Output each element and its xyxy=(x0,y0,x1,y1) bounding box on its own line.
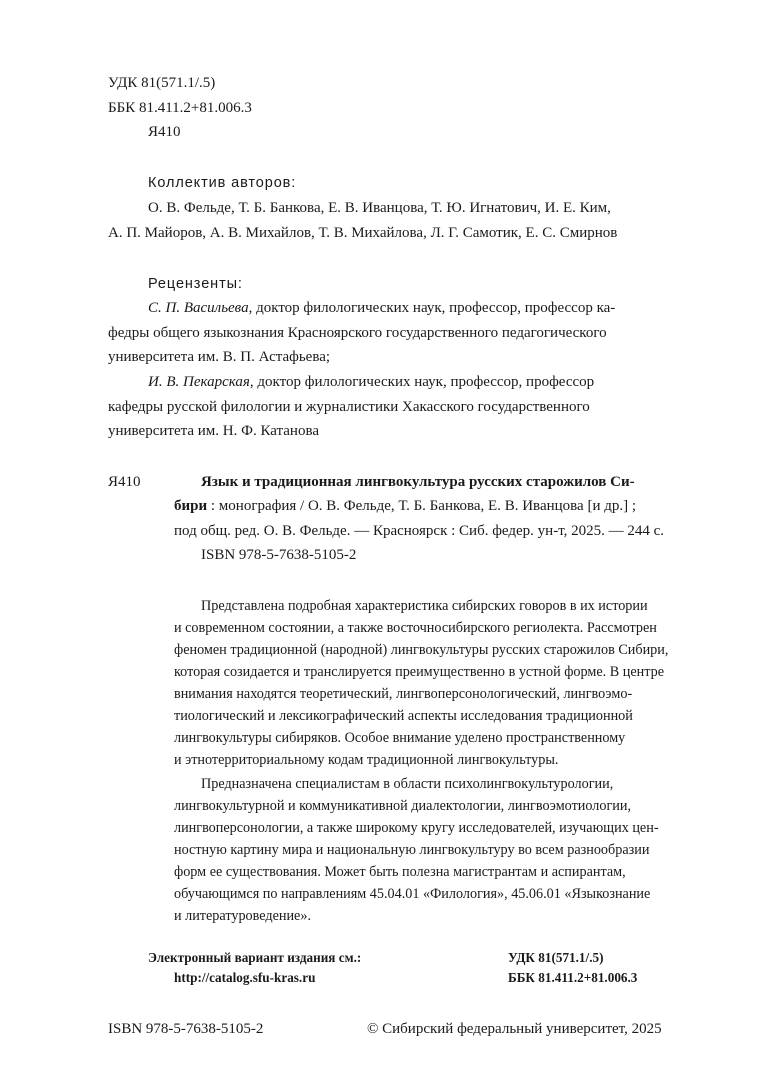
abstract-p2-line: форм ее существования. Может быть полезна магистрантам и аспирантам, xyxy=(174,864,626,880)
abstract-p1-line: и этнотерриториальному кодам традиционной лингвокультуры. xyxy=(174,752,559,768)
catalog-url-link[interactable]: http://catalog.sfu-kras.ru xyxy=(174,970,316,985)
authors-line-2: А. П. Майоров, А. В. Михайлов, Т. В. Михайлова, Л. Г. Самотик, Е. С. Смирнов xyxy=(108,225,618,241)
reviewer-2-line-2: кафедры русской филологии и журналистики Хакасского государственного xyxy=(108,399,590,415)
authors-line-1: О. В. Фельде, Т. Б. Банкова, Е. В. Иванцова, Т. Ю. Игнатович, И. Е. Ким, xyxy=(148,200,611,216)
abstract-p2-line: Предназначена специалистам в области психолингвокультурологии, xyxy=(201,776,614,792)
udk-code: УДК 81(571.1/.5) xyxy=(108,75,216,91)
catalog-line-2: бири : монография / О. В. Фельде, Т. Б. Банкова, Е. В. Иванцова [и др.] ; xyxy=(174,498,637,514)
abstract-p2-line: и литературоведение». xyxy=(174,908,311,924)
reviewer-1-line-1: С. П. Васильева, доктор филологических наук, профессор, профессор ка- xyxy=(148,300,616,316)
author-mark: Я410 xyxy=(148,124,181,140)
abstract-p2-line: лингвокультурной и коммуникативной диалектологии, лингвоэмотиологии, xyxy=(174,798,632,814)
abstract-p1-line: лингвокультуры сибиряков. Особое внимание уделено пространственному xyxy=(174,730,626,746)
abstract-p1-line: и современном состоянии, а также восточносибирского региолекта. Рассмотрен xyxy=(174,620,657,636)
catalog-isbn: ISBN 978-5-7638-5105-2 xyxy=(201,547,357,563)
reviewers-heading: Рецензенты: xyxy=(148,276,243,292)
authors-heading: Коллектив авторов: xyxy=(148,175,297,191)
book-title-line-1: Язык и традиционная лингвокультура русских старожилов Си- xyxy=(201,474,635,490)
abstract-p1-line: тиологический и лексикографический аспекты исследования традиционной xyxy=(174,708,633,724)
electronic-version-label: Электронный вариант издания см.: xyxy=(148,950,362,965)
abstract-p1-line: Представлена подробная характеристика сибирских говоров в их истории xyxy=(201,598,648,614)
abstract-p1-line: внимания находятся теоретический, лингвоперсонологический, лингвоэмо- xyxy=(174,686,633,702)
book-title-line-2: бири xyxy=(174,498,208,514)
bbk-code: ББК 81.411.2+81.006.3 xyxy=(108,100,252,116)
reviewer-1-name: С. П. Васильева xyxy=(148,300,249,316)
abstract-p2-line: лингвоперсонологии, а также широкому кругу исследователей, изучающих цен- xyxy=(174,820,659,836)
abstract-p1-line: феномен традиционной (народной) лингвокультуры русских старожилов Сибири, xyxy=(174,642,669,658)
reviewer-2-line-3: университета им. Н. Ф. Катанова xyxy=(108,423,319,439)
abstract-p1-line: которая созидается и транслируется преимущественно в устной форме. В центре xyxy=(174,664,665,680)
footer-bbk-code: ББК 81.411.2+81.006.3 xyxy=(508,970,638,985)
abstract-p2-line: обучающимся по направлениям 45.04.01 «Филология», 45.06.01 «Языкознание xyxy=(174,886,651,902)
reviewer-2-name: И. В. Пекарская xyxy=(148,374,250,390)
footer-isbn: ISBN 978-5-7638-5105-2 xyxy=(108,1021,264,1037)
reviewer-1-line-3: университета им. В. П. Астафьева; xyxy=(108,349,331,365)
footer-udk-code: УДК 81(571.1/.5) xyxy=(508,950,604,965)
reviewer-2-line-1: И. В. Пекарская, доктор филологических наук, профессор, профессор xyxy=(148,374,595,390)
copyright-notice: © Сибирский федеральный университет, 2025 xyxy=(367,1021,662,1037)
catalog-line-3: под общ. ред. О. В. Фельде. — Красноярск : Сиб. федер. ун-т, 2025. — 244 с. xyxy=(174,523,665,539)
abstract-p2-line: ностную картину мира и национальную лингвокультуру во всем разнообразии xyxy=(174,842,650,858)
reviewer-1-line-2: федры общего языкознания Красноярского государственного педагогического xyxy=(108,325,607,341)
catalog-mark: Я410 xyxy=(108,474,141,490)
